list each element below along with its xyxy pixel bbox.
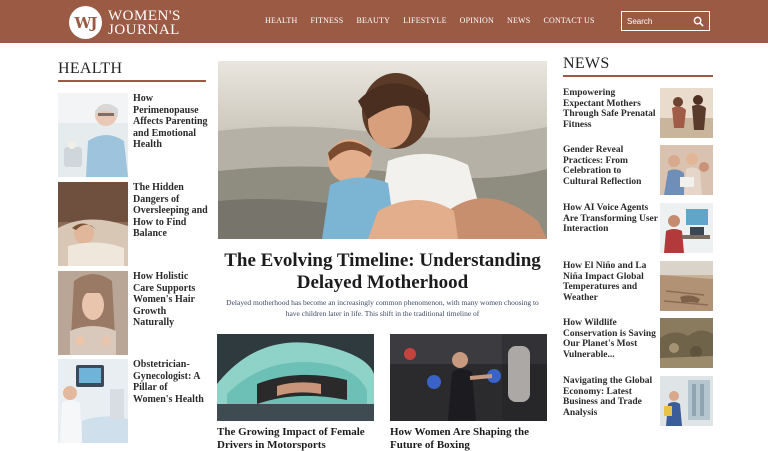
health-heading[interactable]: HEALTH bbox=[58, 60, 123, 77]
news-article-thumbnail[interactable] bbox=[660, 318, 713, 368]
news-heading-rule bbox=[563, 75, 713, 77]
secondary-article-image[interactable] bbox=[390, 334, 547, 421]
logo-line-2: JOURNAL bbox=[108, 21, 180, 38]
logo-line-1: WOMEN'S bbox=[108, 7, 181, 24]
health-article-thumbnail[interactable] bbox=[58, 182, 128, 266]
search-icon[interactable] bbox=[693, 16, 704, 27]
health-article-title[interactable]: The Hidden Dangers of Oversleeping and How to Find Balance bbox=[133, 182, 208, 239]
news-article-title[interactable]: Gender Reveal Practices: From Celebration to Cultural Reflection bbox=[563, 145, 642, 187]
nav-fitness[interactable]: FITNESS bbox=[310, 16, 344, 25]
health-article-thumbnail[interactable] bbox=[58, 359, 128, 443]
news-heading[interactable]: NEWS bbox=[563, 55, 610, 72]
nav-health[interactable]: HEALTH bbox=[265, 16, 298, 25]
news-article-title[interactable]: How El Niño and La Niña Impact Global Temperatures and Weather bbox=[563, 261, 647, 303]
news-article-title[interactable]: Navigating the Global Economy: Latest Business and Trade Analysis bbox=[563, 376, 653, 418]
health-article-card[interactable] bbox=[58, 271, 208, 357]
news-article-card[interactable] bbox=[563, 318, 713, 372]
health-article-title[interactable]: How Holistic Care Supports Women's Hair Growth Naturally bbox=[133, 271, 196, 328]
featured-article-excerpt: Delayed motherhood has become an increasingly common phenomenon, with many women choosing to have children later in life. This shift in the traditional timeline of bbox=[226, 298, 539, 318]
nav-opinion[interactable]: OPINION bbox=[459, 16, 494, 25]
search-input[interactable] bbox=[627, 17, 693, 26]
news-article-card[interactable] bbox=[563, 88, 713, 142]
featured-article-title[interactable]: The Evolving Timeline: Understanding Delayed Motherhood bbox=[224, 250, 541, 293]
nav-lifestyle[interactable]: LIFESTYLE bbox=[403, 16, 447, 25]
news-article-thumbnail[interactable] bbox=[660, 145, 713, 195]
news-article-card[interactable] bbox=[563, 203, 713, 257]
news-article-thumbnail[interactable] bbox=[660, 261, 713, 311]
news-article-card[interactable] bbox=[563, 145, 713, 199]
health-article-thumbnail[interactable] bbox=[58, 271, 128, 355]
news-article-thumbnail[interactable] bbox=[660, 203, 713, 253]
featured-article-image[interactable] bbox=[218, 61, 547, 239]
secondary-article-title[interactable]: How Women Are Shaping the Future of Boxing bbox=[390, 426, 529, 451]
news-article-title[interactable]: How AI Voice Agents Are Transforming User Interaction bbox=[563, 203, 658, 234]
site-header bbox=[0, 0, 768, 43]
health-article-title[interactable]: Obstetrician-Gynecologist: A Pillar of Women's Health bbox=[133, 359, 204, 405]
health-heading-rule bbox=[58, 80, 206, 82]
logo-wordmark bbox=[108, 9, 181, 37]
news-article-thumbnail[interactable] bbox=[660, 88, 713, 138]
health-article-card[interactable] bbox=[58, 359, 208, 445]
main-nav bbox=[265, 16, 608, 25]
news-article-card[interactable] bbox=[563, 261, 713, 315]
logo-monogram: WJ bbox=[69, 6, 102, 39]
nav-news[interactable]: NEWS bbox=[506, 16, 531, 25]
news-article-title[interactable]: Empowering Expectant Mothers Through Safe Prenatal Fitness bbox=[563, 88, 656, 130]
secondary-article-title[interactable]: The Growing Impact of Female Drivers in Motorsports bbox=[217, 426, 365, 451]
news-article-card[interactable] bbox=[563, 376, 713, 430]
nav-beauty[interactable]: BEAUTY bbox=[356, 16, 391, 25]
health-article-title[interactable]: How Perimenopause Affects Parenting and Emotional Health bbox=[133, 93, 208, 150]
site-logo[interactable] bbox=[69, 6, 181, 39]
health-article-card[interactable] bbox=[58, 182, 208, 268]
news-article-thumbnail[interactable] bbox=[660, 376, 713, 426]
health-article-card[interactable] bbox=[58, 93, 208, 179]
health-article-thumbnail[interactable] bbox=[58, 93, 128, 177]
secondary-article-image[interactable] bbox=[217, 334, 374, 421]
news-article-title[interactable]: How Wildlife Conservation is Saving Our Planet's Most Vulnerable... bbox=[563, 318, 656, 360]
search-box bbox=[621, 11, 710, 31]
nav-contact-us[interactable]: CONTACT US bbox=[543, 16, 595, 25]
